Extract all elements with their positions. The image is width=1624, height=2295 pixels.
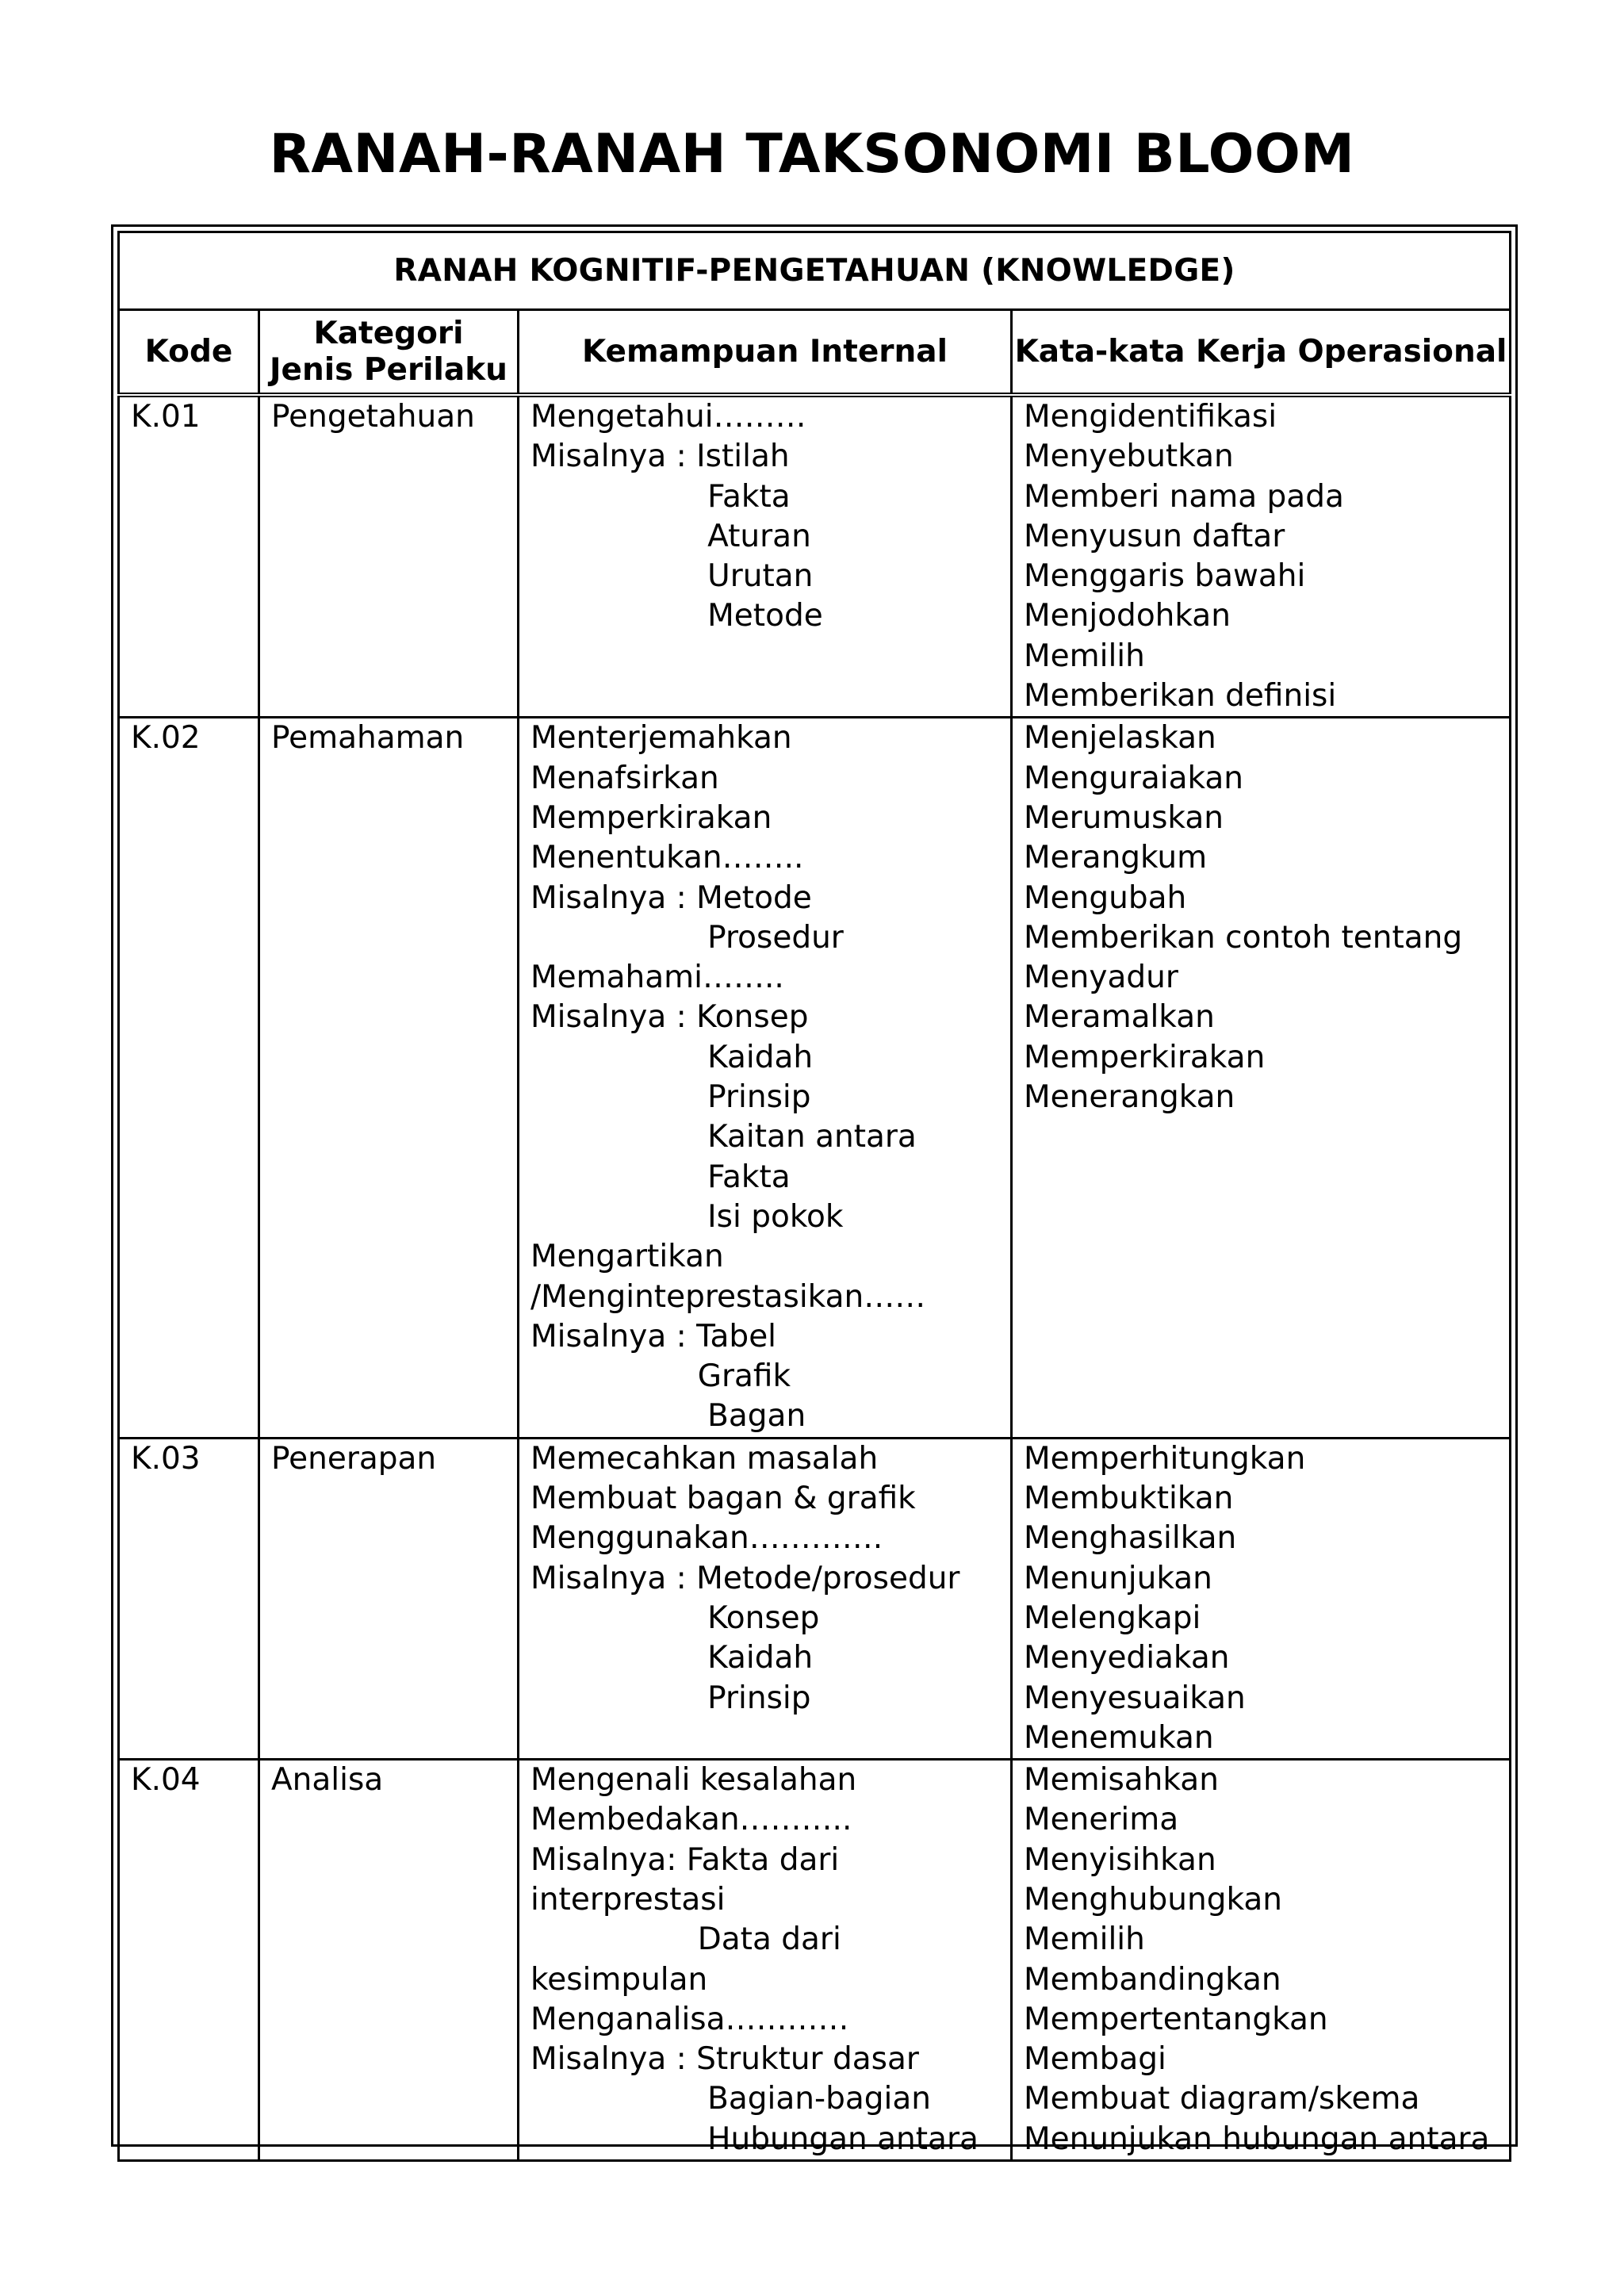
row-category: Pengetahuan (271, 399, 475, 435)
row-ability-cell (519, 395, 1012, 718)
row-verbs-cell (1012, 718, 1511, 1438)
row-verbs: Memisahkan Menerima Menyisihkan Menghubungkan Memilih Membandingkan Mempertentangkan Membagi Membuat diagram/skema Menunjukan hubungan antara (1024, 1762, 1490, 2157)
row-code-cell (119, 1438, 259, 1759)
row-ability-cell (519, 1438, 1012, 1759)
domain-header: RANAH KOGNITIF-PENGETAHUAN (KNOWLEDGE) (119, 232, 1511, 310)
row-ability-cell (519, 718, 1012, 1438)
row-category: Pemahaman (271, 720, 465, 757)
row-category-cell (259, 1760, 519, 2161)
row-ability: Mengenali kesalahan Membedakan……….. Misalnya: Fakta dari interprestasi Data dari kesimpulan Menganalisa………… Misalnya : Struktur dasar Bagian-bagian Hubungan antara (530, 1762, 979, 2157)
row-ability: Memecahkan masalah Membuat bagan & grafik Menggunakan…………. Misalnya : Metode/prosedur Konsep Kaidah Prinsip (530, 1440, 960, 1716)
row-category-cell (259, 1438, 519, 1759)
table-row (119, 1760, 1511, 2161)
column-header-category-line2: Jenis Perilaku (270, 351, 508, 388)
row-category: Analisa (271, 1762, 384, 1799)
column-header-category-line1: Kategori (313, 315, 464, 351)
domain-header-row (119, 232, 1511, 310)
row-verbs: Mengidentifikasi Menyebutkan Memberi nama pada Menyusun daftar Menggaris bawahi Menjodohkan Memilih Memberikan definisi (1024, 399, 1344, 715)
column-header-row (119, 310, 1511, 396)
table-row (119, 395, 1511, 718)
bloom-taxonomy-table (117, 231, 1511, 2162)
table-row (119, 718, 1511, 1438)
row-code-cell (119, 395, 259, 718)
row-ability: Mengetahui……… Misalnya : Istilah Fakta Aturan Urutan Metode (530, 399, 823, 634)
row-code: K.03 (131, 1440, 201, 1477)
row-category-cell (259, 718, 519, 1438)
row-code: K.01 (131, 399, 201, 435)
bloom-table-frame (111, 224, 1518, 2157)
column-header-ability: Kemampuan Internal (519, 310, 1012, 396)
row-code: K.02 (131, 720, 201, 757)
row-code-cell (119, 718, 259, 1438)
row-verbs-cell (1012, 1438, 1511, 1759)
row-verbs: Menjelaskan Menguraiakan Merumuskan Merangkum Mengubah Memberikan contoh tentang Menyadur Meramalkan Memperkirakan Menerangkan (1024, 720, 1463, 1116)
table-row (119, 1438, 1511, 1759)
row-verbs-cell (1012, 395, 1511, 718)
row-category: Penerapan (271, 1440, 437, 1477)
row-code: K.04 (131, 1762, 201, 1799)
page-title: RANAH-RANAH TAKSONOMI BLOOM (269, 123, 1355, 186)
row-verbs: Memperhitungkan Membuktikan Menghasilkan Menunjukan Melengkapi Menyediakan Menyesuaikan Menemukan (1024, 1440, 1306, 1756)
row-code-cell (119, 1760, 259, 2161)
row-category-cell (259, 395, 519, 718)
row-verbs-cell (1012, 1760, 1511, 2161)
column-header-category (259, 310, 519, 396)
row-ability: Menterjemahkan Menafsirkan Memperkirakan Menentukan…….. Misalnya : Metode Prosedur Memahami…….. Misalnya : Konsep Kaidah Prinsip Kaitan antara Fakta Isi pokok Mengartikan /Menginteprestasikan…… Misalnya : Tabel Grafik Bagan (530, 720, 926, 1435)
row-ability-cell (519, 1760, 1012, 2161)
column-header-code: Kode (119, 310, 259, 396)
column-header-verbs: Kata-kata Kerja Operasional (1012, 310, 1511, 396)
